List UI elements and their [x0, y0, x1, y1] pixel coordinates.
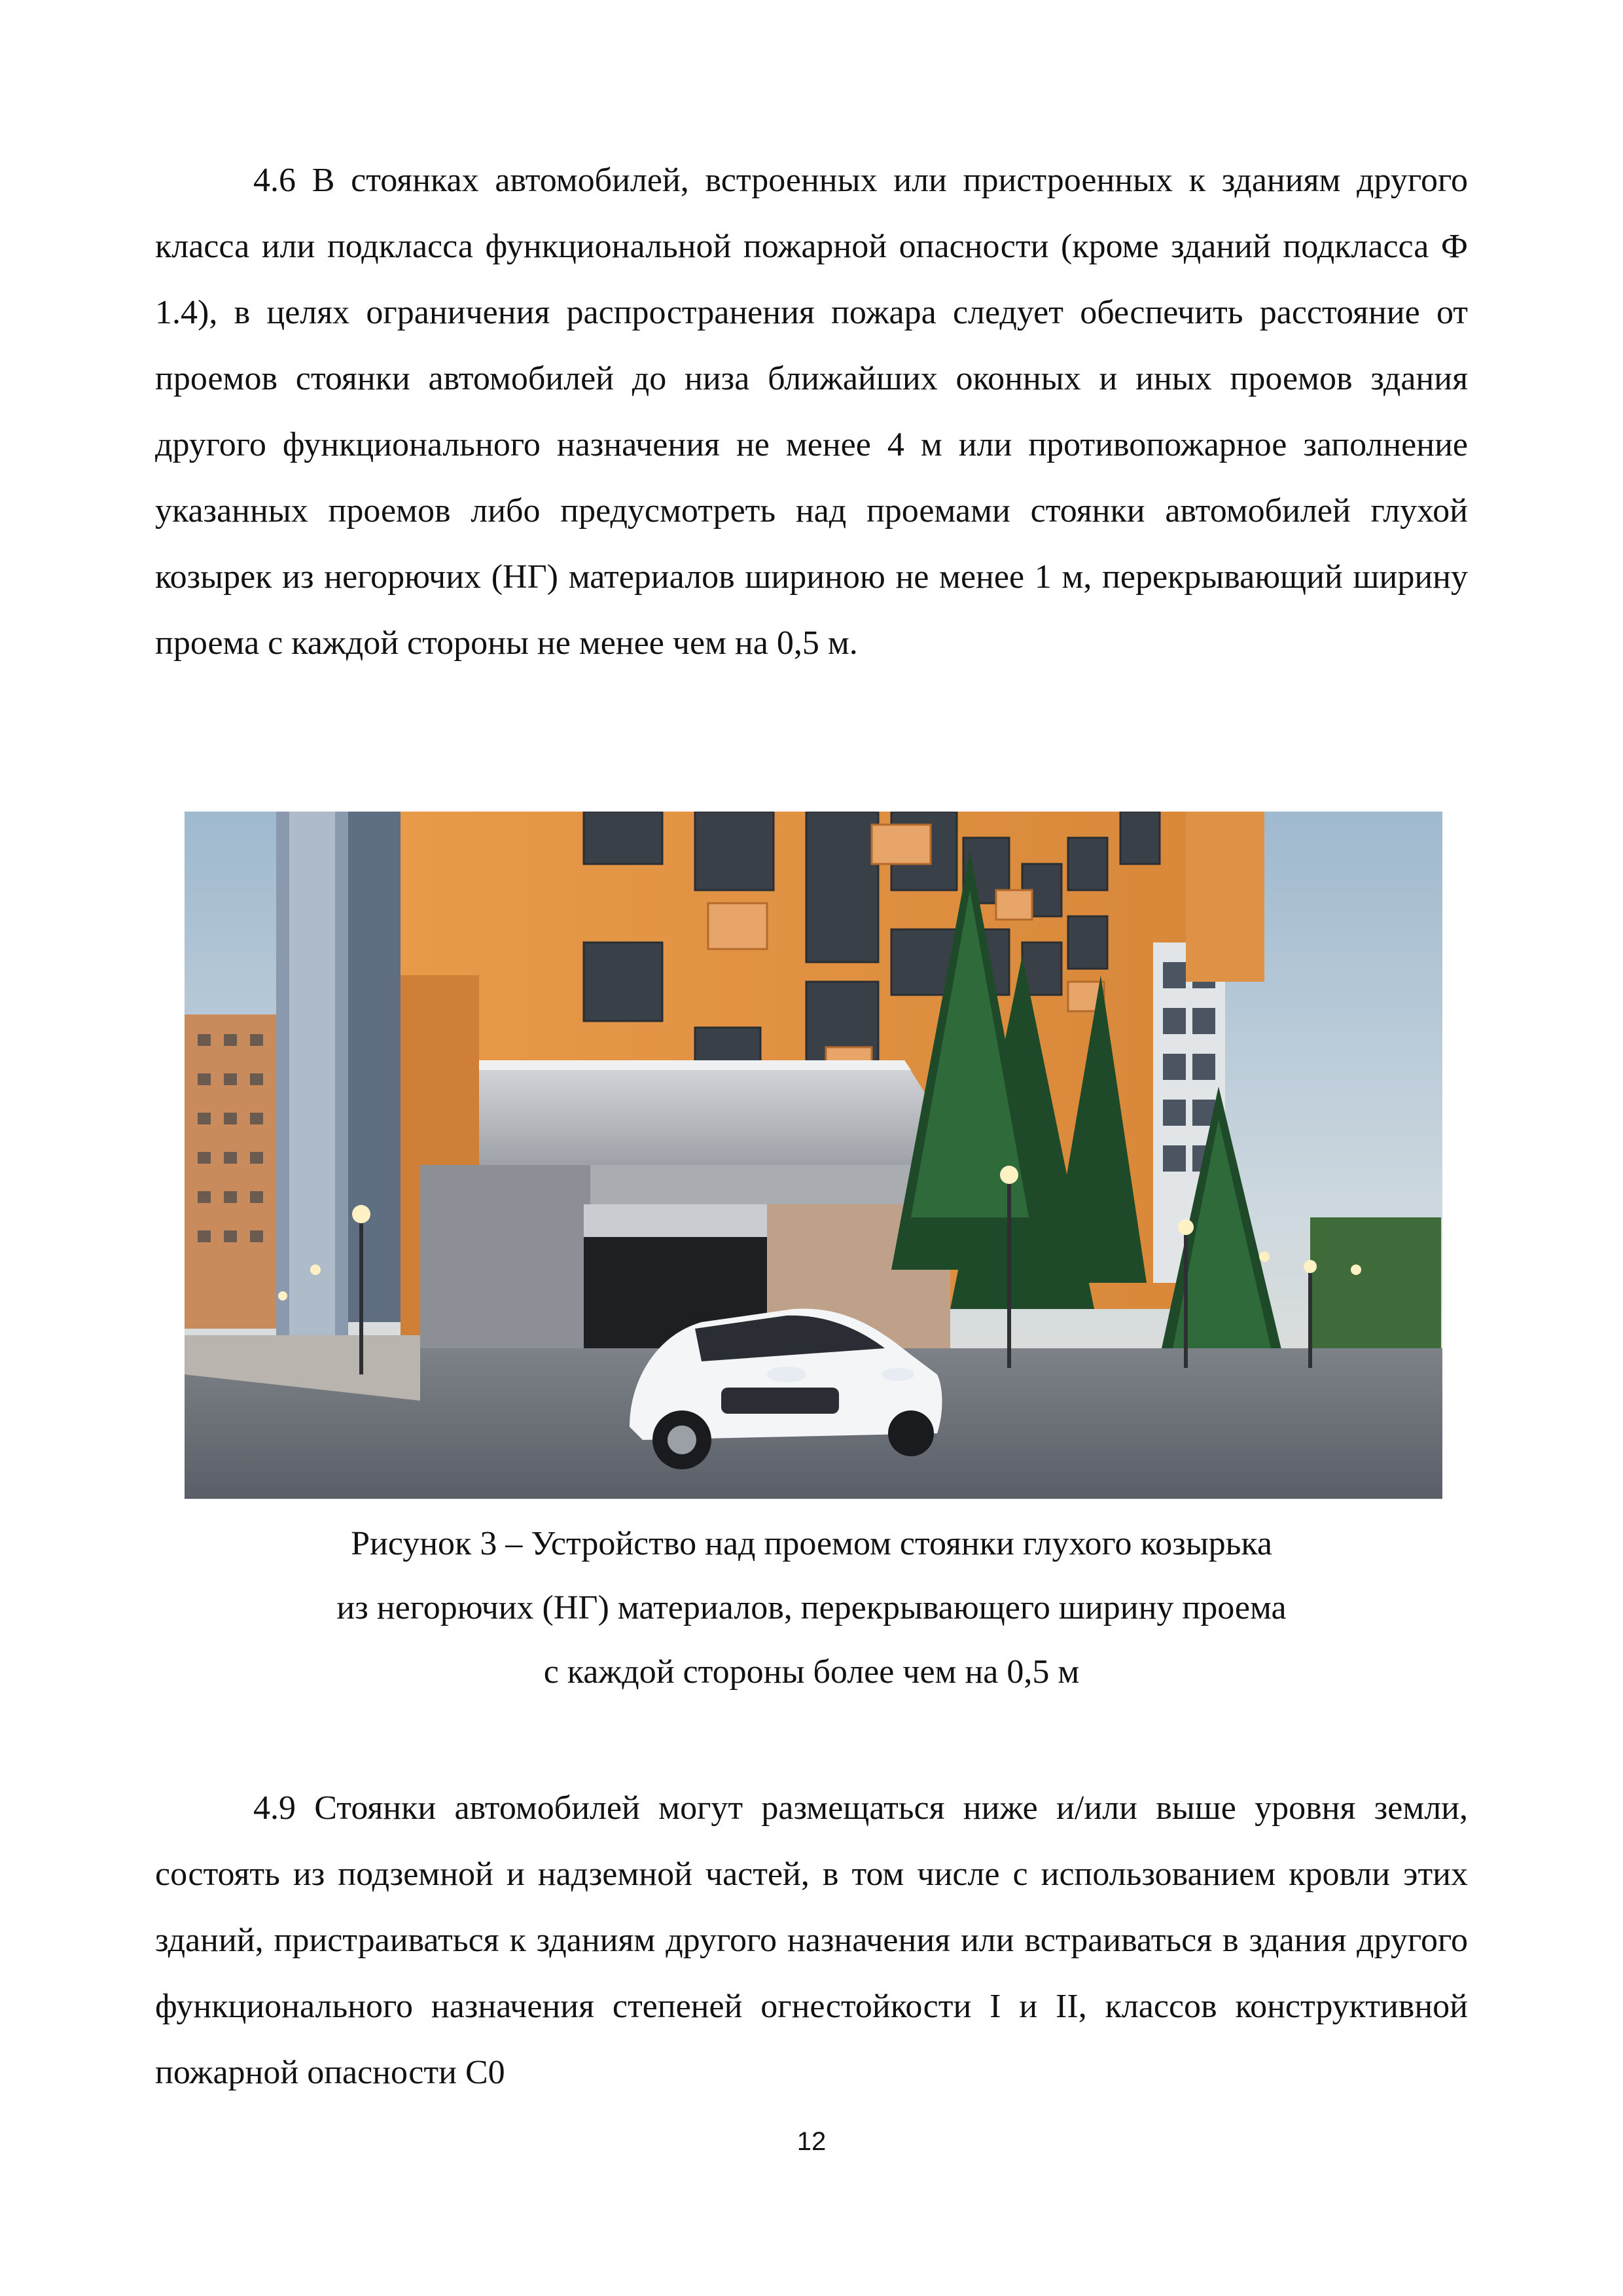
caption-line-1: Рисунок 3 – Устройство над проемом стоянки глухого козырька [351, 1525, 1272, 1562]
figure-caption [155, 1512, 1468, 1704]
caption-line-3: с каждой стороны более чем на 0,5 м [543, 1653, 1080, 1691]
figure-3-illustration [185, 812, 1442, 1499]
page-number: 12 [796, 2127, 827, 2156]
paragraph-4-6: 4.6 В стоянках автомобилей, встроенных или пристроенных к зданиям другого класса или подкласса функциональной пожарной опасности (кроме зданий подкласса Ф 1.4), в целях ограничения распространения пожара следует обеспечить расстояние от проемов стоянки автомобилей до низа ближайших оконных и иных проемов здания другого функционального назначения не менее 4 м или противопожарное заполнение указанных проемов либо предусмотреть над проемами стоянки автомобилей глухой козырек из негорючих (НГ) материалов шириною не менее 1 м, перекрывающий ширину проема с каждой стороны не менее чем на 0,5 м. [155, 162, 1468, 662]
paragraph-4-9: 4.9 Стоянки автомобилей могут размещаться ниже и/или выше уровня земли, состоять из подземной и надземной частей, в том числе с использованием кровли этих зданий, пристраиваться к зданиям другого назначения или встраиваться в здания другого функционального назначения степеней огнестойкости I и II, классов конструктивной пожарной опасности С0 [155, 1789, 1468, 2091]
caption-line-2: из негорючих (НГ) материалов, перекрывающего ширину проема [336, 1589, 1287, 1626]
